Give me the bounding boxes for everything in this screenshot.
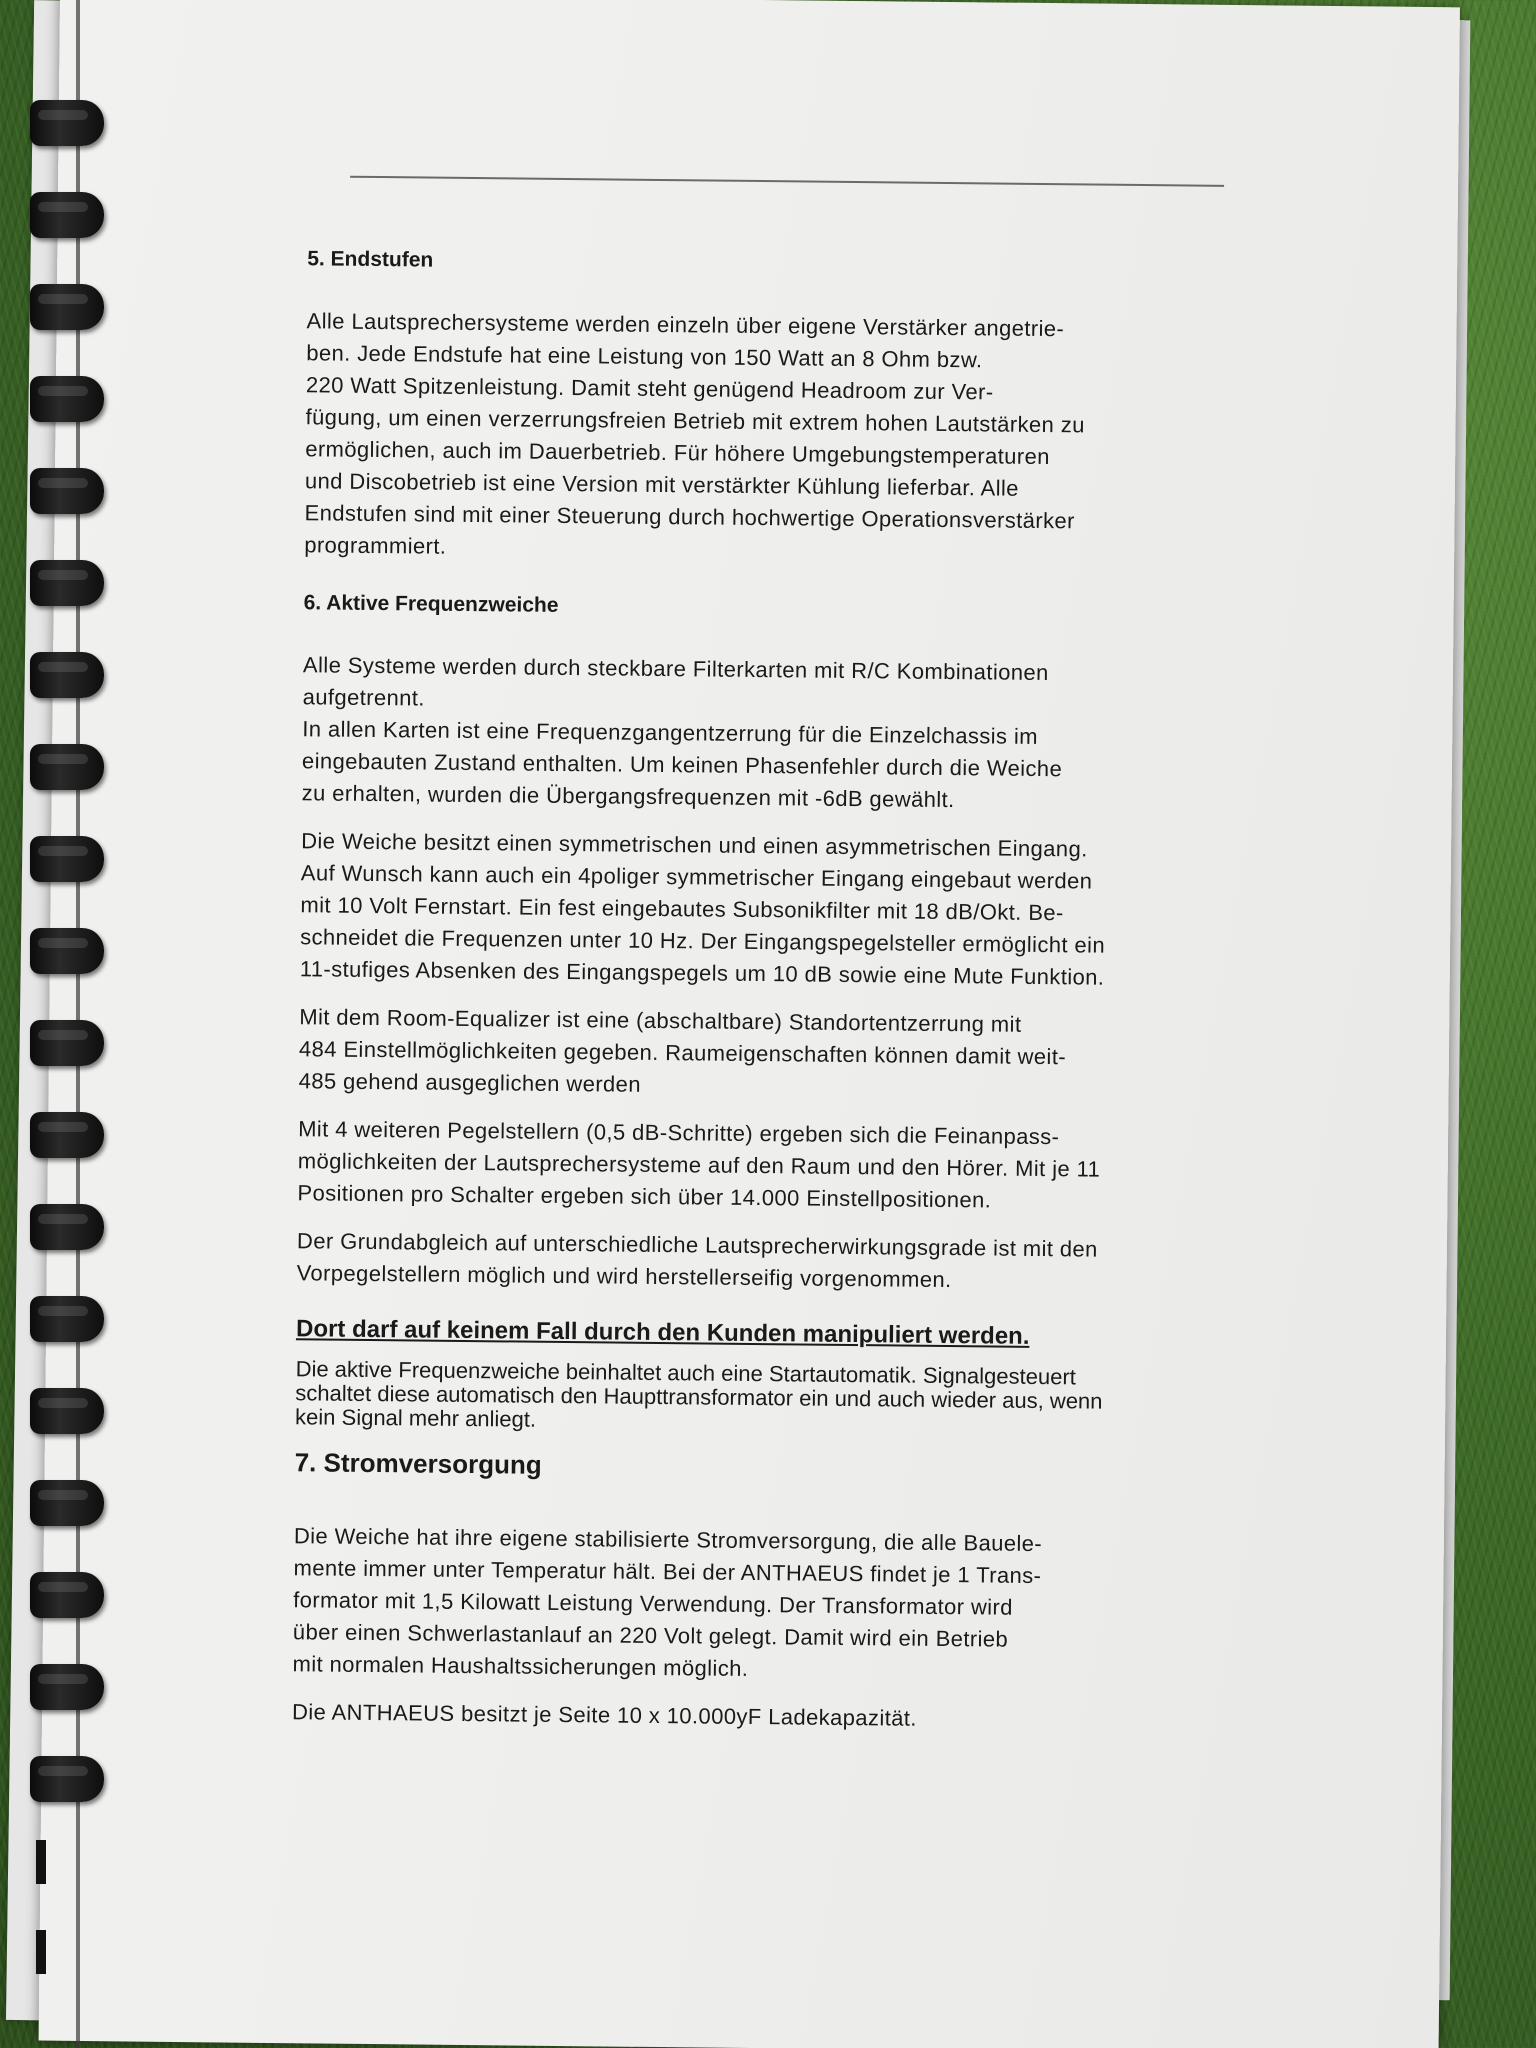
paragraph: Mit dem Room-Equalizer ist eine (abschaltbare) Standortentzerrung mit 484 Einstellmöglichkeiten gegeben. Raumeigenschaften können damit weit- 485 gehend ausgeglichen werden bbox=[298, 1004, 1067, 1097]
binding-clip bbox=[36, 1840, 46, 1884]
binding-coil bbox=[30, 192, 104, 238]
section-endstufen bbox=[304, 247, 1267, 571]
binding-coil bbox=[30, 468, 104, 514]
warning-statement: Dort darf auf keinem Fall durch den Kunden manipuliert werden. bbox=[295, 1315, 1030, 1350]
binding-coil bbox=[30, 652, 104, 698]
binding-coil bbox=[30, 100, 104, 146]
binding-coil bbox=[30, 376, 104, 422]
section-heading: 6. Aktive Frequenzweiche bbox=[303, 591, 559, 617]
binding-coil bbox=[30, 1020, 104, 1066]
paragraph: Die ANTHAEUS besitzt je Seite 10 x 10.000yF Ladekapazität. bbox=[291, 1699, 918, 1731]
paragraph: Mit 4 weiteren Pegelstellern (0,5 dB-Schritte) ergeben sich die Feinanpass- möglichkeiten der Lautsprechersysteme auf den Raum und den Hörer. Mit je 11 Positionen pro Schalter ergeben sich über 14.000 Einstellpositionen. bbox=[297, 1116, 1101, 1213]
binding-coil bbox=[30, 836, 104, 882]
paragraph: Die Weiche hat ihre eigene stabilisierte Stromversorgung, die alle Bauele- mente immer unter Temperatur hält. Bei der ANTHAEUS findet je 1 Trans- formator mit 1,5 Kilowatt Leistung Verwendung. Der Transformator wird über einen Schwerlastanlauf an 220 Volt gelegt. Damit wird ein Betrieb mit normalen Haushaltssicherungen möglich. bbox=[292, 1523, 1043, 1681]
section-heading: 5. Endstufen bbox=[307, 247, 434, 272]
section-stromversorgung bbox=[292, 1447, 1255, 1738]
binding-coil bbox=[30, 1664, 104, 1710]
binding-coil bbox=[30, 744, 104, 790]
paragraph: Der Grundabgleich auf unterschiedliche Lautsprecherwirkungsgrade ist mit den Vorpegelstellern möglich und wird herstellerseifig vorgenommen. bbox=[296, 1228, 1098, 1293]
page-content bbox=[292, 235, 1268, 1754]
header-rule bbox=[350, 176, 1224, 187]
paragraph: Alle Lautsprechersysteme werden einzeln über eigene Verstärker angetrie- ben. Jede Endstufe hat eine Leistung von 150 Watt an 8 Ohm bzw. 220 Watt Spitzenleistung. Damit steht genügend Headroom zur Ver- fügung, um einen verzerrungsfreien Betrieb mit extrem hohen Lautstärken zu ermöglichen, auch im Dauerbetrieb. Für höhere Umgebungstemperaturen und Discobetrieb ist eine Version mit verstärkter Kühlung lieferbar. Alle Endstufen sind mit einer Steuerung durch hochwertige Operationsverstärker programmiert. bbox=[304, 308, 1085, 559]
section-heading: 7. Stromversorgung bbox=[294, 1447, 542, 1480]
paragraph: Alle Systeme werden durch steckbare Filterkarten mit R/C Kombinationen aufgetrennt. In allen Karten ist eine Frequenzgangentzerrung für die Einzelchassis im eingebauten Zustand enthalten. Um keinen Phasenfehler durch die Weiche zu erhalten, wurden die Übergangsfrequenzen mit -6dB gewählt. bbox=[301, 652, 1063, 813]
binding-coil bbox=[30, 1480, 104, 1526]
binding-clip bbox=[36, 1930, 46, 1974]
paragraph: Die Weiche besitzt einen symmetrischen und einen asymmetrischen Eingang. Auf Wunsch kann auch ein 4poliger symmetrischer Eingang eingebaut werden mit 10 Volt Fernstart. Ein fest eingebautes Subsonikfilter mit 18 dB/Okt. Be- schneidet die Frequenzen unter 10 Hz. Der Eingangspegelsteller ermöglicht ein 11-stufiges Absenken des Eingangspegels um 10 dB sowie eine Mute Funktion. bbox=[299, 828, 1106, 990]
document-page bbox=[39, 0, 1460, 2048]
spiral-binding bbox=[0, 0, 130, 2048]
binding-coil bbox=[30, 1112, 104, 1158]
binding-coil bbox=[30, 1756, 104, 1802]
binding-coil bbox=[30, 284, 104, 330]
binding-coil bbox=[30, 560, 104, 606]
binding-coil bbox=[30, 1204, 104, 1250]
binding-coil bbox=[30, 1388, 104, 1434]
binding-coil bbox=[30, 1296, 104, 1342]
paragraph: Die aktive Frequenzweiche beinhaltet auch eine Startautomatik. Signalgesteuert schaltet diese automatisch den Haupttransformator ein und auch wieder aus, wenn kein Signal mehr anliegt. bbox=[295, 1356, 1103, 1432]
binding-coil bbox=[30, 1572, 104, 1618]
section-frequenzweiche bbox=[295, 591, 1264, 1439]
binding-coil bbox=[30, 928, 104, 974]
